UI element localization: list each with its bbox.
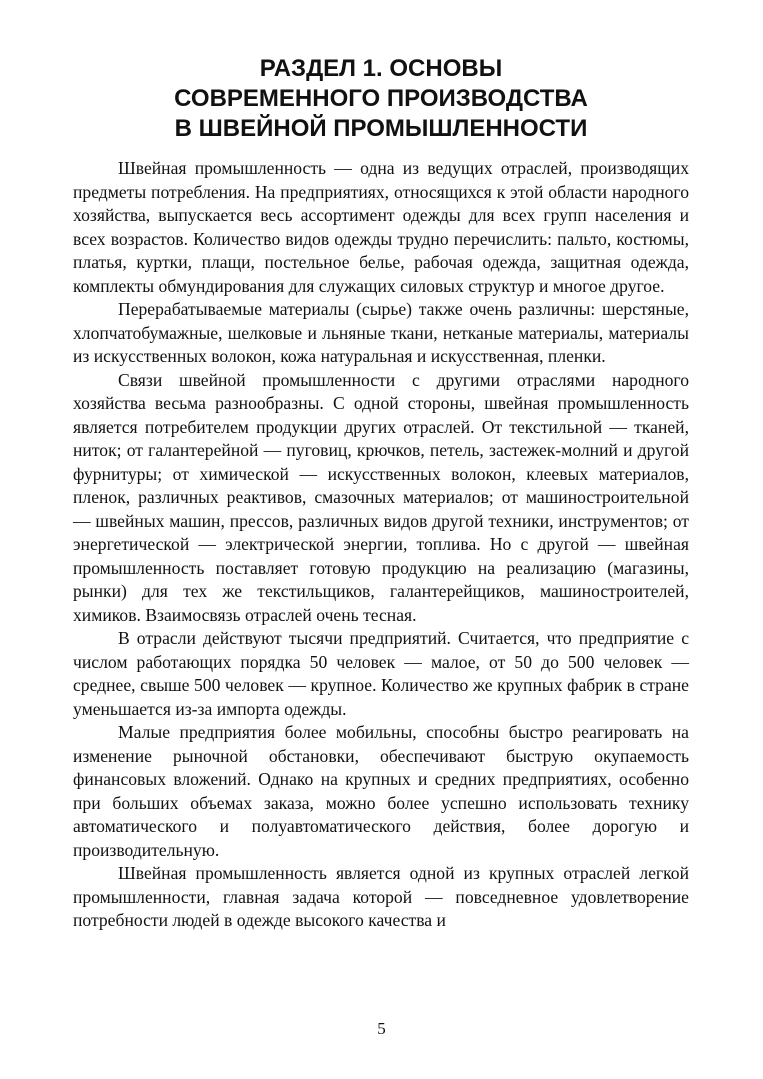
paragraph-1: Швейная промышленность — одна из ведущих отраслей, производящих предметы потребления. На предприятиях, относящихся к этой области народного хозяйства, выпускается весь ассортимент одежды для всех групп населения и всех возрастов. Количество видов одежды трудно перечислить: пальто, костюмы, платья, куртки, плащи, постельное белье, рабочая одежда, защитная одежда, комплекты обмундирования для служащих силовых структур и многое другое.: [73, 158, 689, 296]
section-title-line-1: РАЗДЕЛ 1. ОСНОВЫ: [259, 55, 503, 82]
paragraph-6: Швейная промышленность является одной из крупных отраслей легкой промышленности, главная задача которой — повседневное удовлетворение потребности людей в одежде высокого качества и: [73, 863, 689, 930]
paragraph-5: Малые предприятия более мобильны, способны быстро реагировать на изменение рыночной обстановки, обеспечивают быструю окупаемость финансовых вложений. Однако на крупных и средних предприятиях, особенно при больших объемах заказа, можно более успешно использовать технику автоматического и полуавтоматического действия, более дорогую и производительную.: [73, 722, 689, 860]
page-number: 5: [377, 1019, 386, 1038]
body-text: [73, 157, 689, 933]
section-title-line-2: СОВРЕМЕННОГО ПРОИЗВОДСТВА: [174, 85, 588, 112]
paragraph-3: Связи швейной промышленности с другими отраслями народного хозяйства весьма разнообразны. С одной стороны, швейная промышленность является потребителем продукции других отраслей. От текстильной — тканей, ниток; от галантерейной — пуговиц, крючков, петель, застежек-молний и другой фурнитуры; от химической — искусственных волокон, клеевых материалов, пленок, различных реактивов, смазочных материалов; от машиностроительной — швейных машин, прессов, различных видов другой техники, инструментов; от энергетической — электрической энергии, топлива. Но с другой — швейная промышленность поставляет готовую продукцию на реализацию (магазины, рынки) для тех же текстильщиков, галантерейщиков, машиностроителей, химиков. Взаимосвязь отраслей очень тесная.: [73, 369, 689, 625]
paragraph-2: Перерабатываемые материалы (сырье) также очень различны: шерстяные, хлопчатобумажные, шелковые и льняные ткани, нетканые материалы, материалы из искусственных волокон, кожа натуральная и искусственная, пленки.: [73, 299, 689, 366]
section-title: [150, 54, 612, 144]
paragraph-4: В отрасли действуют тысячи предприятий. Считается, что предприятие с числом работающих порядка 50 человек — малое, от 50 до 500 человек — среднее, свыше 500 человек — крупное. Количество же крупных фабрик в стране уменьшается из-за импорта одежды.: [73, 628, 689, 719]
section-title-line-3: В ШВЕЙНОЙ ПРОМЫШЛЕННОСТИ: [174, 115, 588, 142]
